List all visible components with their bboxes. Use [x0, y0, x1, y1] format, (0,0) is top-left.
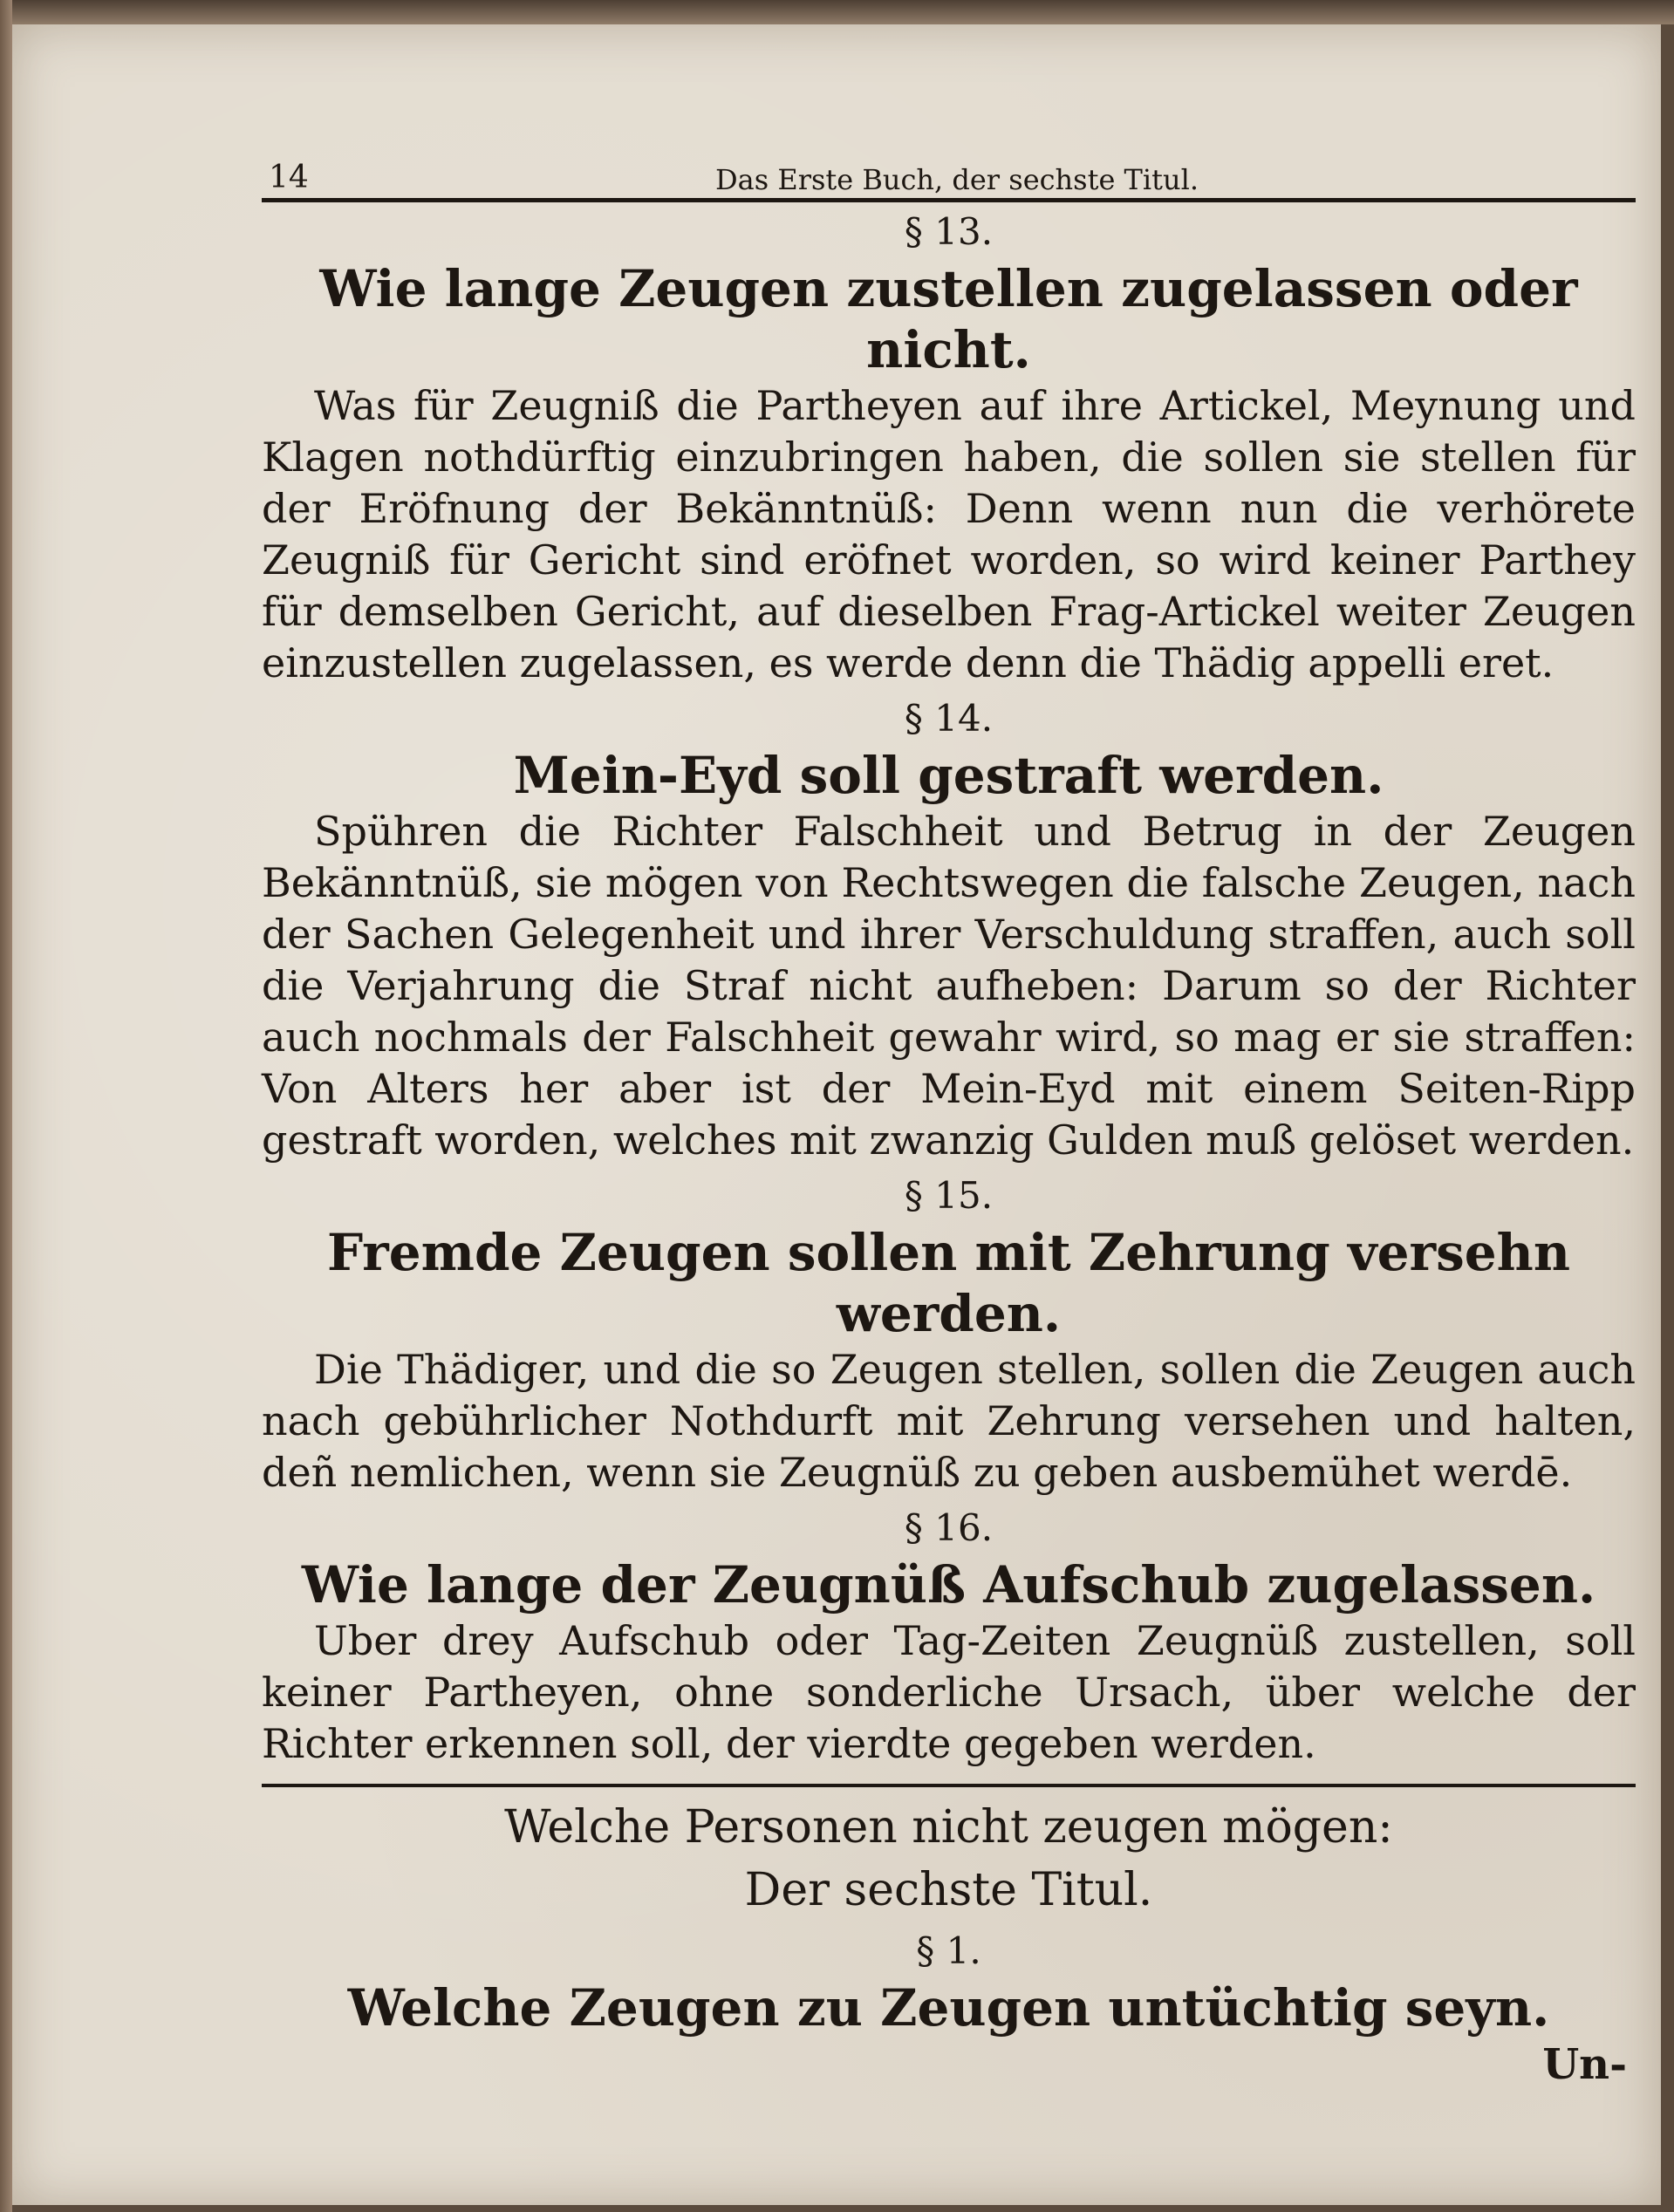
section-number: § 1. [916, 1929, 981, 1972]
running-head: Das Erste Buch, der sechste Titul. [715, 163, 1199, 196]
section-14 [262, 693, 1636, 1166]
title-divider [262, 1784, 1636, 1787]
page-text-block [262, 153, 1636, 2091]
title-subline: Der sechste Titul. [744, 1864, 1153, 1916]
section-text: Uber drey Aufschub oder Tag-Zeiten Zeugnüß zustellen, soll keiner Partheyen, ohne sonderliche Ursach, über welche der Richter erkennen soll, der vierdte gegeben werden. [262, 1617, 1636, 1767]
page-number: 14 [269, 160, 309, 195]
section-text: Die Thädiger, und die so Zeugen stellen, sollen die Zeugen auch nach gebührlicher Nothdurft mit Zehrung versehen und halten, deñ nemlichen, wenn sie Zeugnüß zu geben ausbemühet werdē. [262, 1346, 1636, 1496]
section-number: § 16. [904, 1506, 994, 1549]
catchword: Un- [1542, 2040, 1627, 2089]
title-line: Welche Personen nicht zeugen mögen: [504, 1801, 1393, 1854]
section-heading: Welche Zeugen zu Zeugen untüchtig seyn. [347, 1978, 1550, 2038]
section-number: § 13. [904, 210, 994, 253]
book-top-edge [0, 0, 1674, 24]
section-number: § 15. [904, 1174, 994, 1217]
section-heading: Wie lange der Zeugnüß Aufschub zugelassen. [301, 1555, 1596, 1615]
section-heading: Wie lange Zeugen zustellen zugelassen oder nicht. [319, 259, 1578, 379]
section-number: § 14. [904, 697, 994, 740]
section-15 [262, 1170, 1636, 1499]
section-text: Spühren die Richter Falschheit und Betrug in der Zeugen Bekänntnüß, sie mögen von Rechtswegen die falsche Zeugen, nach der Sachen Gelegenheit und ihrer Verschuldung straffen, auch soll die Verjahrung die Straf nicht aufheben: Darum so der Richter auch nochmals der Falschheit gewahr wird, so mag er sie straffen: Von Alters her aber ist der Mein-Eyd mit einem Seiten-Ripp gestraft worden, welches mit zwanzig Gulden muß gelöset werden. [262, 808, 1636, 1164]
section-heading: Fremde Zeugen sollen mit Zehrung versehn werden. [326, 1223, 1571, 1343]
section-13 [262, 206, 1636, 689]
section-16 [262, 1502, 1636, 1770]
page-header [262, 153, 1636, 202]
book-page-edge [0, 0, 12, 2212]
section-text: Was für Zeugniß die Partheyen auf ihre Artickel, Meynung und Klagen nothdürftig einzubringen haben, die sollen sie stellen für der Eröfnung der Bekänntnüß: Denn wenn nun die verhörete Zeugniß für Gericht sind eröfnet worden, so wird keiner Parthey für demselben Gericht, auf dieselben Frag-Artickel weiter Zeugen einzustellen zugelassen, es werde denn die Thädig appelli eret. [262, 382, 1636, 686]
section-heading: Mein-Eyd soll gestraft werden. [513, 746, 1384, 805]
new-title-block [262, 1796, 1636, 2038]
